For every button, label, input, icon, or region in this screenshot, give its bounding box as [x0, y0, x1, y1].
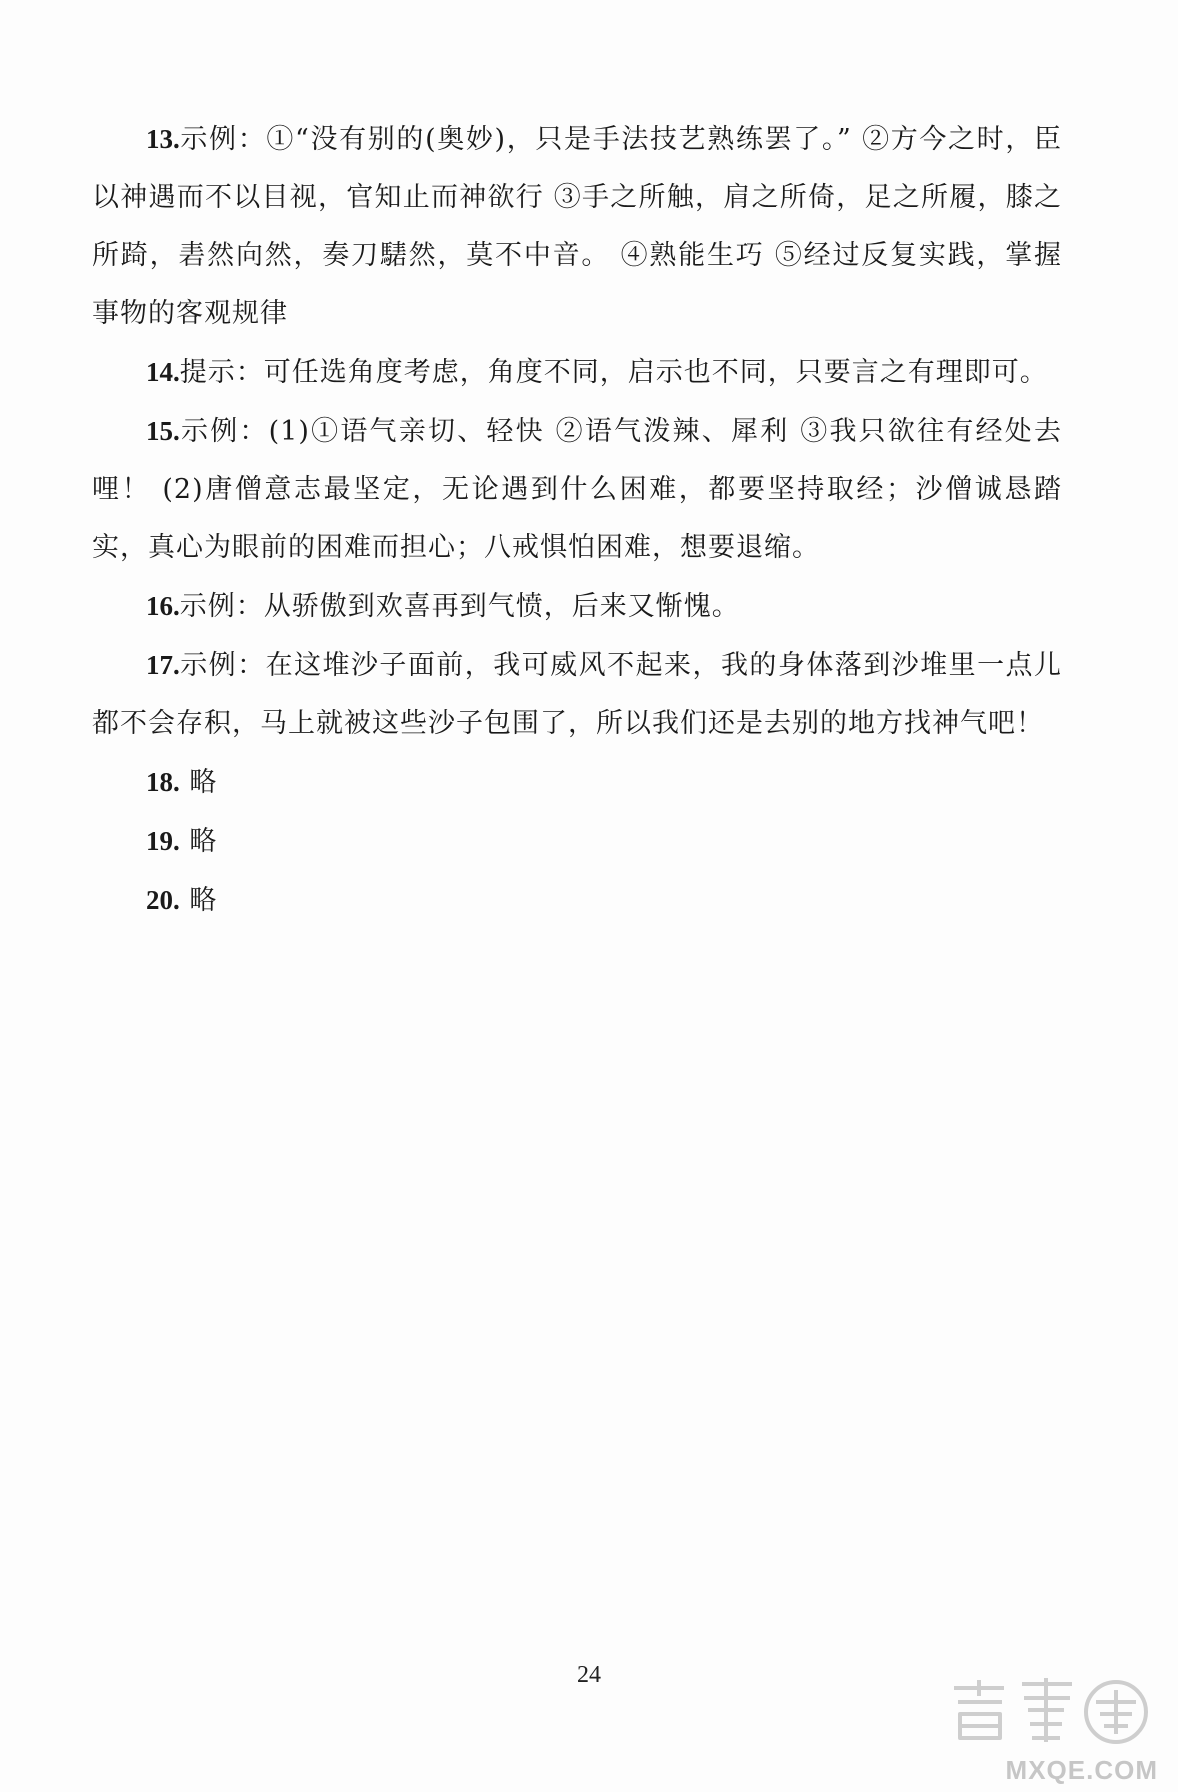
answer-item-13 — [92, 110, 1062, 343]
answer-number: 15. — [146, 416, 180, 446]
answer-text: 略 — [189, 826, 218, 857]
answer-item-16 — [92, 577, 1062, 636]
answer-item-19 — [92, 812, 1062, 871]
answer-text: 示例：从骄傲到欢喜再到气愤，后来又惭愧。 — [179, 591, 740, 622]
answer-item-15 — [92, 402, 1062, 577]
answer-number: 20. — [146, 885, 180, 915]
watermark-logo-icon — [944, 1676, 1154, 1746]
answer-number: 17. — [146, 650, 180, 680]
page-number: 24 — [577, 1662, 601, 1688]
answer-number: 14. — [146, 357, 180, 387]
answer-item-18 — [92, 753, 1062, 812]
answer-number: 19. — [146, 826, 180, 856]
answer-number: 16. — [146, 591, 180, 621]
watermark-site-text: MXQE.COM — [1005, 1755, 1158, 1785]
answer-item-17 — [92, 636, 1062, 753]
answer-text: 示例：①“没有别的(奥妙)，只是手法技艺熟练罢了。” ②方今之时，臣以神遇而不以目视，官知止而神欲行 ③手之所触，肩之所倚，足之所履，膝之所踦，砉然向然，奏刀騞然，莫不中音。 ④熟能生巧 ⑤经过反复实践，掌握事物的客观规律 — [92, 124, 1062, 329]
answer-text: 略 — [189, 767, 218, 798]
answer-number: 13. — [146, 124, 180, 154]
answer-text: 提示：可任选角度考虑，角度不同，启示也不同，只要言之有理即可。 — [179, 357, 1048, 388]
answer-list — [92, 110, 1062, 930]
watermark-logo — [942, 1676, 1162, 1786]
answer-text: 略 — [189, 885, 218, 916]
answer-text: 示例：(1)①语气亲切、轻快 ②语气泼辣、犀利 ③我只欲往有经处去哩！ (2)唐僧意志最坚定，无论遇到什么困难，都要坚持取经；沙僧诚恳踏实，真心为眼前的困难而担心；八戒惧怕困难，想要退缩。 — [92, 416, 1062, 563]
answer-item-14 — [92, 343, 1062, 402]
answer-number: 18. — [146, 767, 180, 797]
answer-text: 示例：在这堆沙子面前，我可威风不起来，我的身体落到沙堆里一点儿都不会存积，马上就被这些沙子包围了，所以我们还是去别的地方找神气吧！ — [92, 650, 1062, 739]
answer-item-20 — [92, 871, 1062, 930]
